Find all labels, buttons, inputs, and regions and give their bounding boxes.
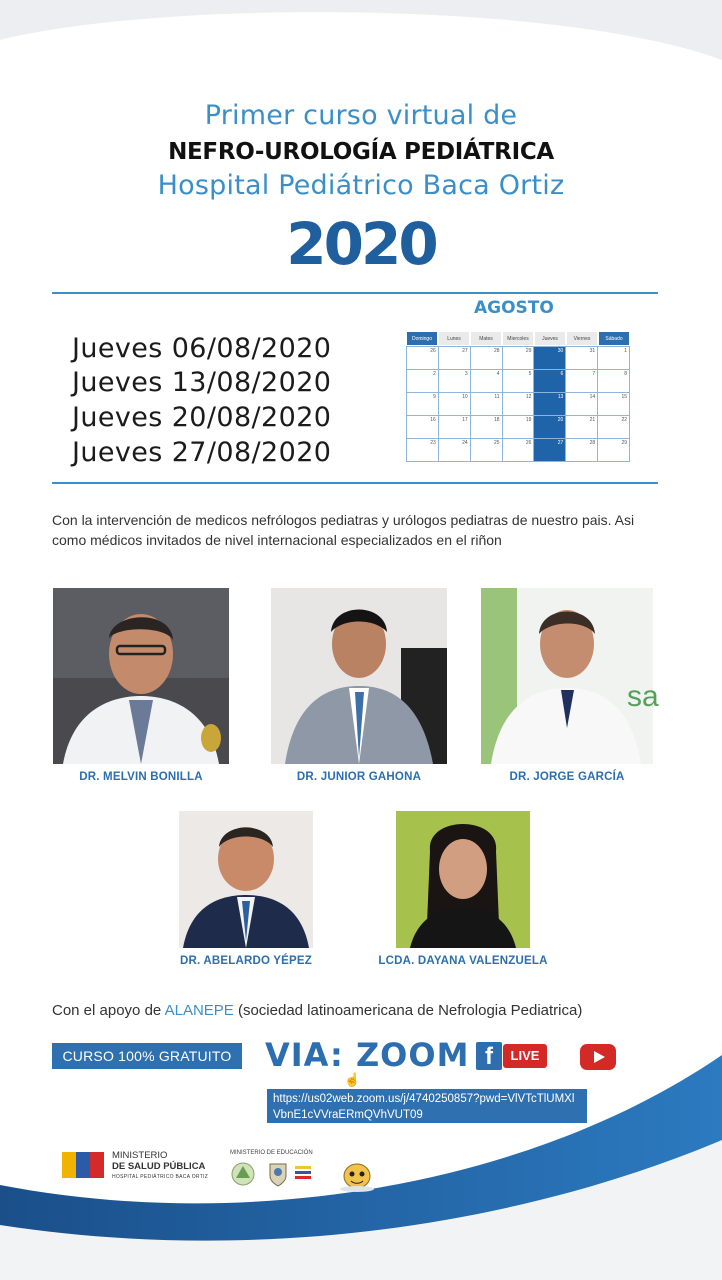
session-date-4: Jueves 27/08/2020 bbox=[72, 437, 332, 468]
speaker-photo-1 bbox=[53, 588, 229, 764]
speaker-photo-2 bbox=[271, 588, 447, 764]
calendar-day: 24 bbox=[439, 439, 471, 462]
calendar-day: 15 bbox=[598, 393, 630, 416]
speaker-name-4: DR. ABELARDO YÉPEZ bbox=[179, 955, 313, 967]
weekday-label: Domingo bbox=[406, 331, 438, 346]
ecuador-shield-icon bbox=[266, 1160, 290, 1188]
year: 2020 bbox=[286, 210, 436, 278]
msp-line-3: HOSPITAL PEDIÁTRICO BACA ORTIZ bbox=[112, 1174, 209, 1180]
msp-line-1: MINISTERIO bbox=[112, 1150, 168, 1161]
month-label: AGOSTO bbox=[474, 298, 554, 318]
calendar-weekdays bbox=[406, 331, 630, 346]
calendar-grid bbox=[406, 346, 630, 462]
calendar-day: 1 bbox=[598, 347, 630, 370]
calendar-day: 5 bbox=[503, 370, 535, 393]
support-prefix: Con el apoyo de bbox=[52, 1002, 165, 1019]
government-logo-icon bbox=[292, 1160, 314, 1188]
speaker-name-1: DR. MELVIN BONILLA bbox=[79, 771, 203, 783]
education-crest-icon bbox=[230, 1160, 256, 1188]
calendar-day: 17 bbox=[439, 416, 471, 439]
calendar-day: 8 bbox=[598, 370, 630, 393]
calendar-day: 25 bbox=[471, 439, 503, 462]
speaker-name-3: DR. JORGE GARCÍA bbox=[509, 771, 625, 783]
speaker-name-2: DR. JUNIOR GAHONA bbox=[296, 771, 422, 783]
msp-logo-icon bbox=[62, 1150, 104, 1180]
hospital-name: Hospital Pediátrico Baca Ortiz bbox=[157, 170, 565, 201]
hand-pointer-icon: ☝ bbox=[344, 1072, 361, 1087]
calendar-day: 19 bbox=[503, 416, 535, 439]
speaker-photo-4 bbox=[179, 811, 313, 948]
calendar-day: 27 bbox=[439, 347, 471, 370]
calendar-day: 14 bbox=[566, 393, 598, 416]
speaker-photo-3 bbox=[481, 588, 659, 764]
calendar-day: 30 bbox=[534, 347, 566, 370]
course-intro: Primer curso virtual de bbox=[204, 100, 518, 131]
calendar-day: 7 bbox=[566, 370, 598, 393]
calendar-day: 9 bbox=[407, 393, 439, 416]
speaker-photo-5 bbox=[396, 811, 530, 948]
calendar-day: 20 bbox=[534, 416, 566, 439]
free-course-badge: CURSO 100% GRATUITO bbox=[52, 1043, 242, 1069]
top-divider bbox=[52, 292, 658, 294]
bottom-divider bbox=[52, 482, 658, 484]
support-line bbox=[52, 1002, 582, 1019]
calendar-day: 31 bbox=[566, 347, 598, 370]
calendar-day: 13 bbox=[534, 393, 566, 416]
calendar-day: 4 bbox=[471, 370, 503, 393]
svg-text:sa: sa bbox=[627, 680, 659, 713]
weekday-label: Viernes bbox=[566, 331, 598, 346]
weekday-label: Miercoles bbox=[502, 331, 534, 346]
mascot-logo-icon bbox=[336, 1156, 378, 1192]
calendar-day: 16 bbox=[407, 416, 439, 439]
calendar-day: 27 bbox=[534, 439, 566, 462]
calendar-day: 22 bbox=[598, 416, 630, 439]
calendar-day: 6 bbox=[534, 370, 566, 393]
august-calendar bbox=[406, 331, 630, 462]
facebook-icon[interactable]: f bbox=[476, 1042, 502, 1070]
facebook-live-badge[interactable]: LIVE bbox=[503, 1044, 547, 1068]
session-date-3: Jueves 20/08/2020 bbox=[72, 402, 332, 433]
calendar-day: 10 bbox=[439, 393, 471, 416]
support-suffix: (sociedad latinoamericana de Nefrologia Pediatrica) bbox=[233, 1002, 583, 1019]
course-title: NEFRO-UROLOGÍA PEDIÁTRICA bbox=[168, 139, 554, 165]
calendar-day: 23 bbox=[407, 439, 439, 462]
calendar-day: 18 bbox=[471, 416, 503, 439]
calendar-day: 28 bbox=[471, 347, 503, 370]
support-org: ALANEPE bbox=[164, 1002, 234, 1019]
weekday-label: Jueves bbox=[534, 331, 566, 346]
zoom-link[interactable]: https://us02web.zoom.us/j/4740250857?pwd=VlVTcTlUMXlVbnE1cVVraERmQVhVUT09 bbox=[267, 1089, 587, 1123]
calendar-day: 28 bbox=[566, 439, 598, 462]
weekday-label: Mates bbox=[470, 331, 502, 346]
zoom-platform-label: VIA: ZOOM bbox=[265, 1036, 470, 1074]
msp-line-2: DE SALUD PÚBLICA bbox=[112, 1161, 206, 1172]
calendar-day: 26 bbox=[407, 347, 439, 370]
calendar-day: 26 bbox=[503, 439, 535, 462]
calendar-day: 11 bbox=[471, 393, 503, 416]
course-description: Con la intervención de medicos nefrólogos pediatras y urólogos pediatras de nuestro pais. Asi como médicos invitados de nivel internacional especializados en el riñon bbox=[52, 512, 635, 548]
calendar-day: 12 bbox=[503, 393, 535, 416]
youtube-icon[interactable] bbox=[580, 1044, 616, 1070]
weekday-label: Lunes bbox=[438, 331, 470, 346]
weekday-label: Sábado bbox=[598, 331, 630, 346]
calendar-day: 29 bbox=[503, 347, 535, 370]
ministry-education-label: MINISTERIO DE EDUCACIÓN bbox=[230, 1150, 313, 1156]
calendar-day: 2 bbox=[407, 370, 439, 393]
calendar-day: 21 bbox=[566, 416, 598, 439]
calendar-day: 3 bbox=[439, 370, 471, 393]
session-date-1: Jueves 06/08/2020 bbox=[72, 333, 332, 364]
calendar-day: 29 bbox=[598, 439, 630, 462]
session-date-2: Jueves 13/08/2020 bbox=[72, 367, 332, 398]
msp-name bbox=[112, 1150, 208, 1183]
speaker-name-5: LCDA. DAYANA VALENZUELA bbox=[378, 955, 548, 967]
